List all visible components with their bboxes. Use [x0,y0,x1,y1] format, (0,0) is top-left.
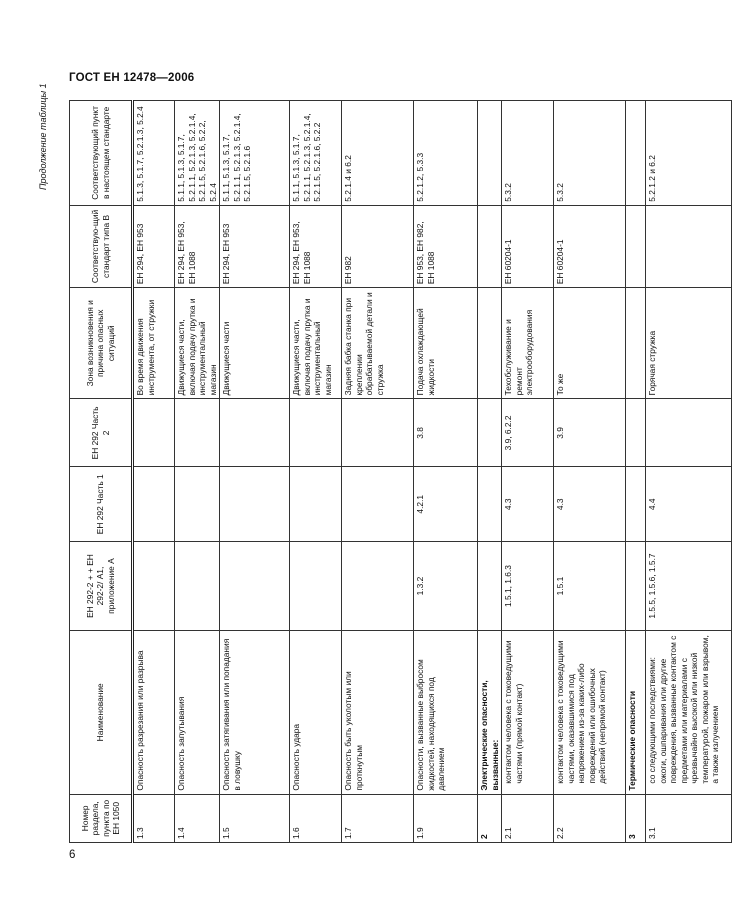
cell-name: Электрические опасности, вызванные: [478,631,502,795]
cell-en292-part1 [175,467,220,542]
cell-hazard-zone [626,288,646,399]
col-header-type-b-standard: Соответствую-щий стандарт типа В [70,205,133,287]
cell-section-number: 1.9 [414,794,478,842]
cell-name: контактом человека с токоведущими частями, оказавшимися под напряжением из-за каких-либо повреждений или ошибочных действий (непрямой контакт) [554,631,626,795]
cell-en292-2-annex-a [220,542,290,631]
cell-hazard-zone: Задняя бабка станка при креплении обрабатываемой детали и стружка [342,288,414,399]
cell-hazard-zone: Во время движения инструмента, от стружки [133,288,175,399]
cell-en292-2-annex-a: 1.5.1, 1.6.3 [502,542,554,631]
table-row [342,101,414,843]
cell-section-number: 2.2 [554,794,626,842]
col-header-clause: Соответствующий пункт в настоящем стандарте [70,101,133,206]
cell-name: Опасность удара [290,631,342,795]
table-continuation-label [38,83,54,460]
cell-en292-2-annex-a: 1.3.2 [414,542,478,631]
cell-type-b-standard: ЕН 294, ЕН 953, ЕН 1088 [175,205,220,287]
cell-en292-part2 [478,399,502,467]
continuation-text: Продолжение таблицы 1 [38,83,48,190]
cell-en292-part1 [220,467,290,542]
cell-clause: 5.1.1, 5.1.3, 5.1.7, 5.2.1.1, 5.2.1.3, 5.2.1.4, 5.2.1.5, 5.2.1.6 [220,101,290,206]
cell-clause: 5.1.3, 5.1.7, 5.2.1.3, 5.2.4 [133,101,175,206]
cell-en292-part2 [342,399,414,467]
cell-hazard-zone: Движущиеся части, включая подачу прутка и инструментальный магазин [175,288,220,399]
col-header-name: Наименование [70,631,133,795]
cell-en292-part1 [342,467,414,542]
table-row [220,101,290,843]
cell-en292-part1 [133,467,175,542]
cell-type-b-standard [646,205,732,287]
cell-en292-2-annex-a: 1.5.1 [554,542,626,631]
cell-type-b-standard: ЕН 60204-1 [554,205,626,287]
cell-en292-part2 [290,399,342,467]
cell-name: Опасность быть уколотым или проткнутым [342,631,414,795]
cell-en292-part1 [290,467,342,542]
cell-en292-part2 [626,399,646,467]
cell-clause: 5.3.2 [554,101,626,206]
hazard-table-container [69,100,720,843]
cell-hazard-zone: Техобслуживание и ремонт электрооборудования [502,288,554,399]
cell-name: контактом человека с токоведущими частями (прямой контакт) [502,631,554,795]
cell-section-number: 3 [626,794,646,842]
cell-en292-part1: 4.2.1 [414,467,478,542]
document-header: ГОСТ ЕН 12478—2006 [69,72,195,84]
cell-clause: 5.3.2 [502,101,554,206]
cell-name: Опасность запутывания [175,631,220,795]
cell-en292-2-annex-a [478,542,502,631]
cell-clause [626,101,646,206]
cell-clause: 5.1.1, 5.1.3, 5.1.7, 5.2.1.1, 5.2.1.3, 5.2.1.4, 5.2.1.5, 5.2.1.6, 5.2.2 [290,101,342,206]
cell-type-b-standard: ЕН 982 [342,205,414,287]
cell-hazard-zone: Горячая стружка [646,288,732,399]
cell-en292-part1: 4.4 [646,467,732,542]
cell-en292-2-annex-a [290,542,342,631]
cell-section-number: 3.1 [646,794,732,842]
cell-en292-part1 [478,467,502,542]
table-row [478,101,502,843]
cell-en292-part1: 4.3 [502,467,554,542]
page-number: 6 [69,849,76,861]
col-header-en292-part1: ЕН 292 Часть 1 [70,467,133,542]
cell-hazard-zone: Подача охлаждающей жидкости [414,288,478,399]
table-row [175,101,220,843]
table-row [646,101,732,843]
cell-hazard-zone [478,288,502,399]
cell-section-number: 1.6 [290,794,342,842]
cell-en292-2-annex-a: 1.5.5, 1.5.6, 1.5.7 [646,542,732,631]
col-header-en292-part2: ЕН 292 Часть 2 [70,399,133,467]
cell-name: Термические опасности [626,631,646,795]
table-row [414,101,478,843]
cell-name: Опасности, вызванные выбросом жидкостей, находящихся под давлением [414,631,478,795]
cell-clause [478,101,502,206]
cell-name: Опасность затягивания или попадания в ловушку [220,631,290,795]
cell-type-b-standard: ЕН 953, ЕН 982, ЕН 1088 [414,205,478,287]
cell-en292-part2: 3.9 [554,399,626,467]
cell-en292-2-annex-a [342,542,414,631]
cell-name: со следующими последствиями: ожоги, ошпаривания или другие повреждения, вызванные контактом с предметами или материалами с чрезвычайно высокой или низкой температурой, пожаром или взрывом, а также излучением [646,631,732,795]
table-row [626,101,646,843]
cell-type-b-standard: ЕН 294, ЕН 953 [133,205,175,287]
table-header-row [70,101,133,843]
cell-section-number: 2.1 [502,794,554,842]
cell-type-b-standard [626,205,646,287]
cell-clause: 5.1.1, 5.1.3, 5.1.7, 5.2.1.1, 5.2.1.3, 5.2.1.4, 5.2.1.5, 5.2.1.6, 5.2.2, 5.2.4 [175,101,220,206]
cell-clause: 5.2.1.2, 5.3.3 [414,101,478,206]
table-row [554,101,626,843]
cell-hazard-zone: То же [554,288,626,399]
table-row [290,101,342,843]
hazard-table [69,100,732,843]
cell-section-number: 1.5 [220,794,290,842]
cell-en292-2-annex-a [175,542,220,631]
cell-type-b-standard: ЕН 294, ЕН 953 [220,205,290,287]
col-header-hazard-zone: Зона возникновения и причина опасных ситуаций [70,288,133,399]
cell-en292-part2: 3.8 [414,399,478,467]
cell-en292-part1 [626,467,646,542]
cell-type-b-standard: ЕН 60204-1 [502,205,554,287]
table-row [502,101,554,843]
cell-en292-part2 [133,399,175,467]
cell-clause: 5.2.1.2 и 6.2 [646,101,732,206]
cell-section-number: 1.7 [342,794,414,842]
cell-type-b-standard: ЕН 294, ЕН 953, ЕН 1088 [290,205,342,287]
col-header-en292-2-annex-a: ЕН 292-2 + + ЕН 292-2/ А1, приложение А [70,542,133,631]
cell-en292-2-annex-a [626,542,646,631]
cell-section-number: 1.4 [175,794,220,842]
cell-section-number: 2 [478,794,502,842]
cell-name: Опасность разрезания или разрыва [133,631,175,795]
cell-type-b-standard [478,205,502,287]
cell-en292-part1: 4.3 [554,467,626,542]
cell-en292-2-annex-a [133,542,175,631]
cell-clause: 5.2.1.4 и 6.2 [342,101,414,206]
col-header-section-number: Номер раздела, пункта по ЕН 1050 [70,794,133,842]
cell-en292-part2 [175,399,220,467]
cell-section-number: 1.3 [133,794,175,842]
cell-en292-part2 [646,399,732,467]
cell-hazard-zone: Движущиеся части [220,288,290,399]
cell-en292-part2: 3.9, 6.2.2 [502,399,554,467]
table-row [133,101,175,843]
cell-en292-part2 [220,399,290,467]
cell-hazard-zone: Движущиеся части, включая подачу прутка и инструментальный магазин [290,288,342,399]
